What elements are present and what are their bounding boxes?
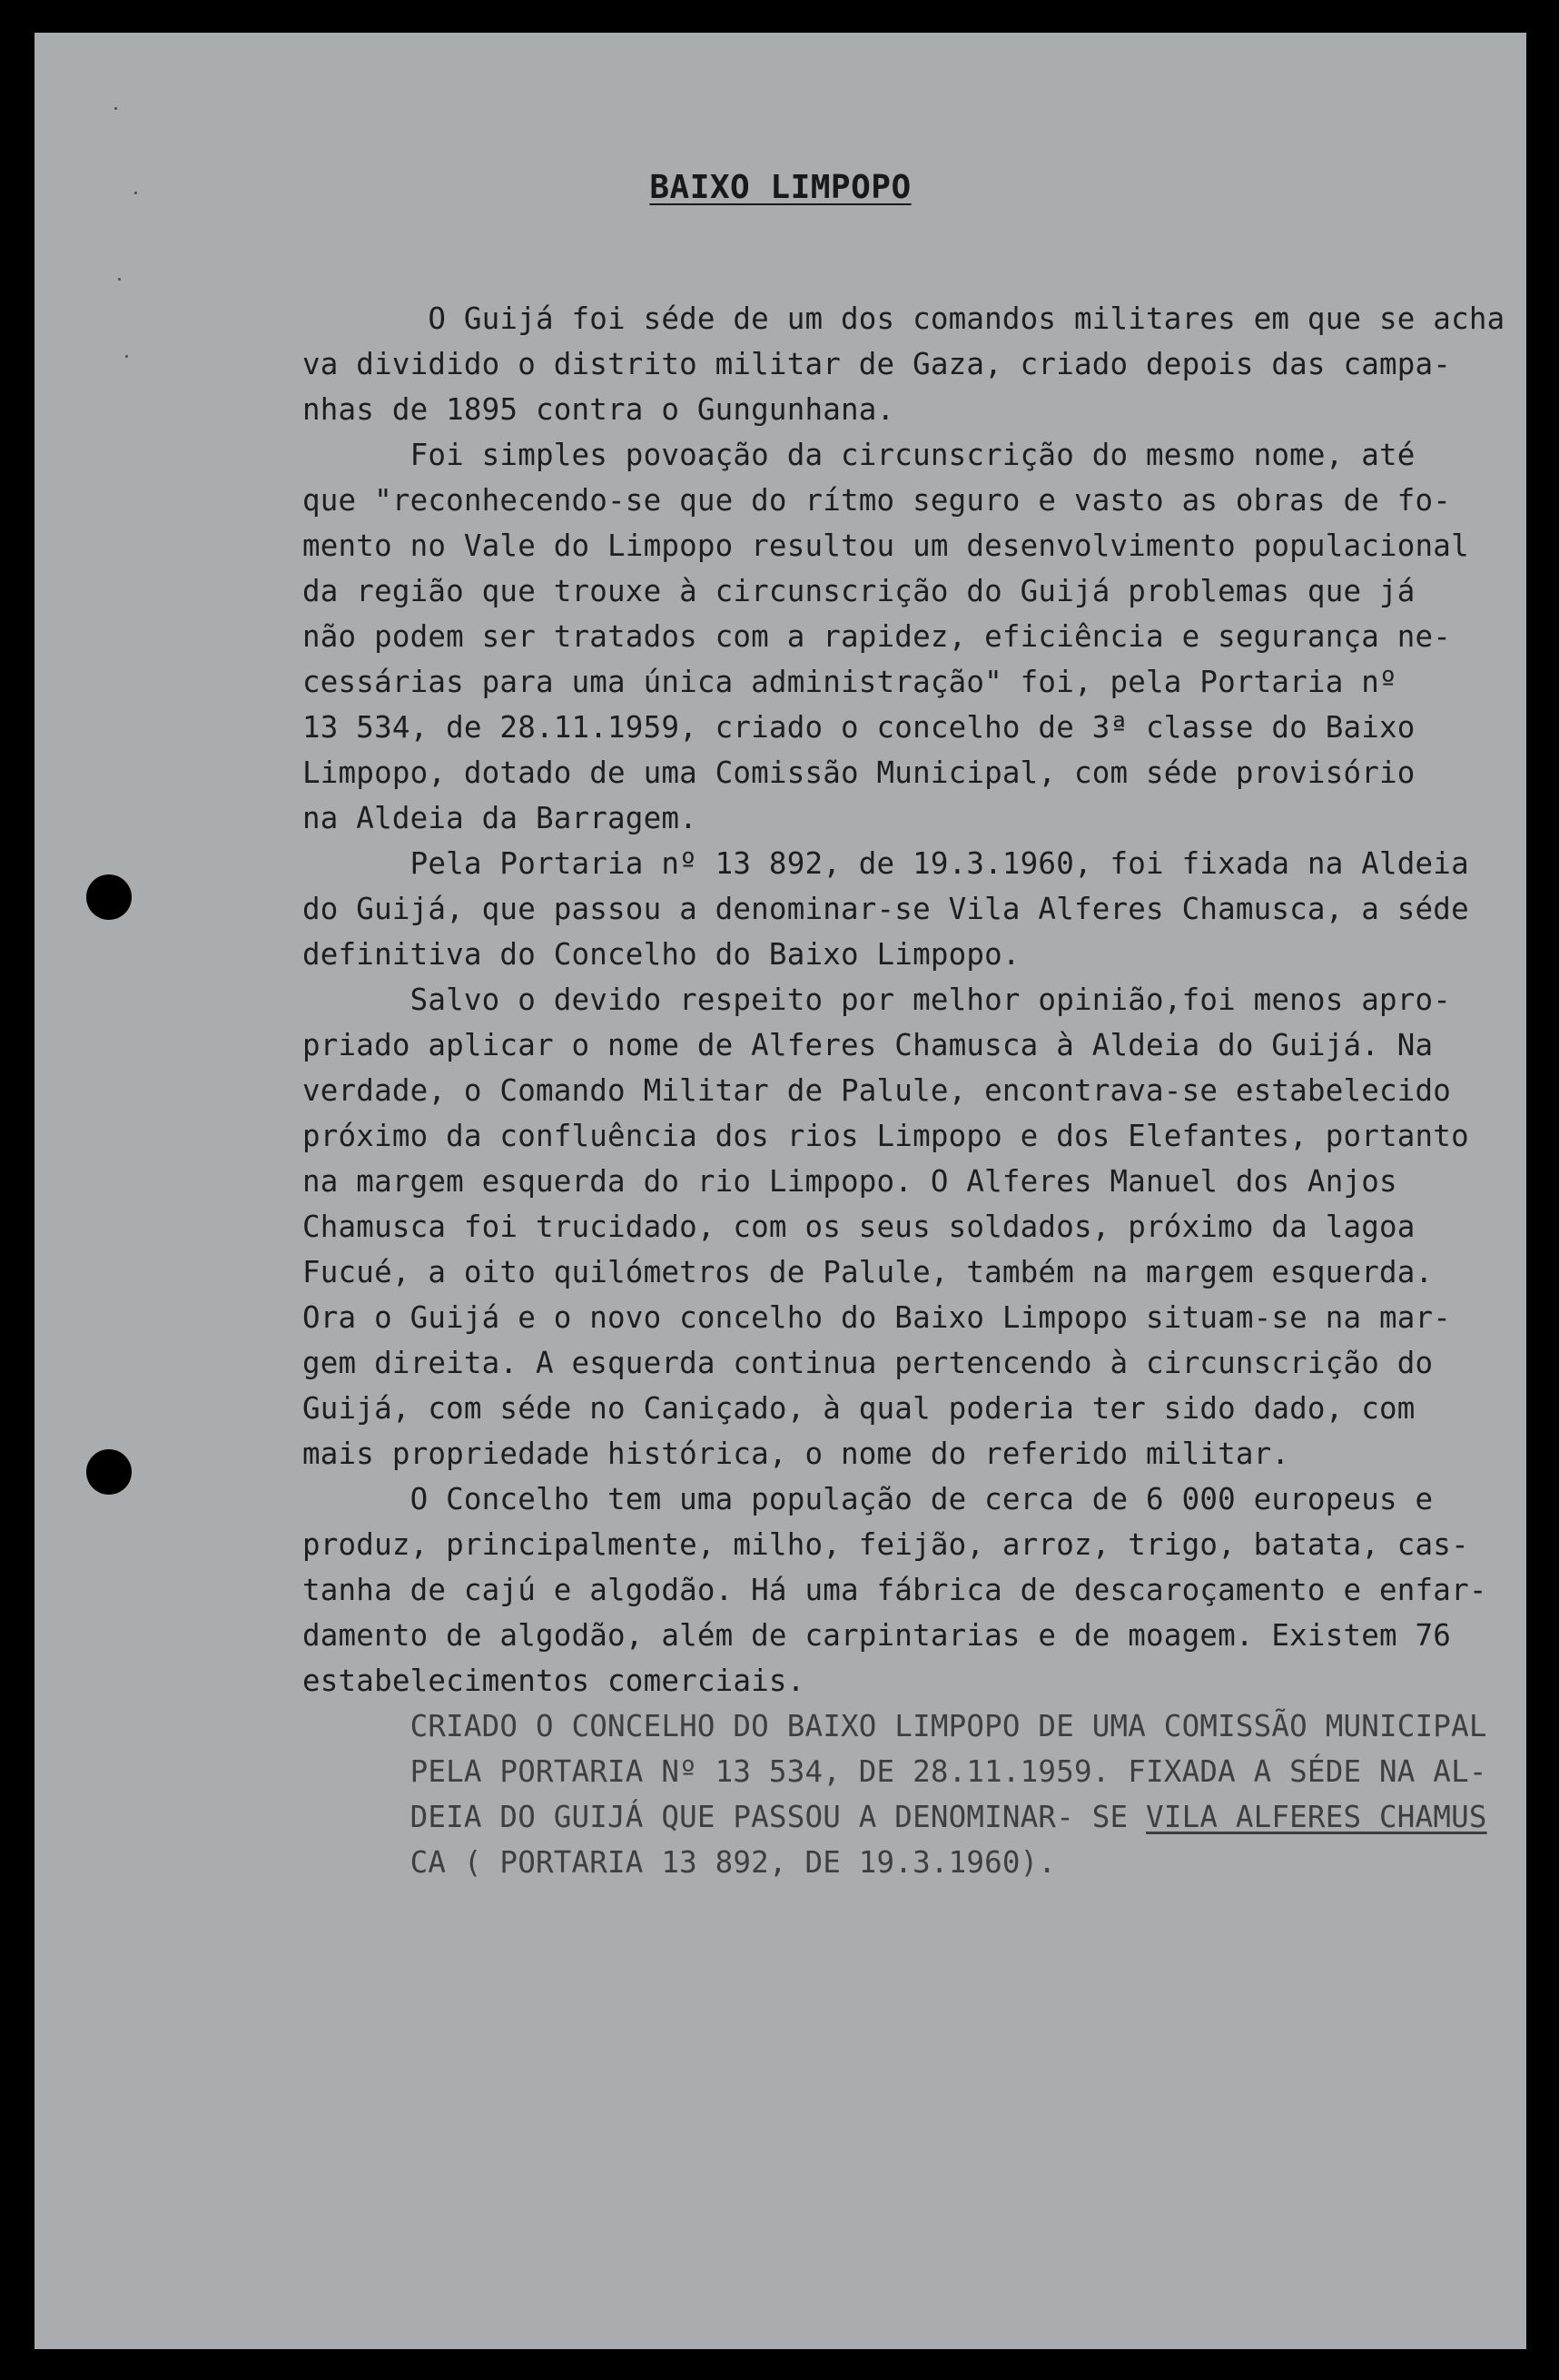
text-line: damento de algodão, além de carpintarias e de moagem. Existem 76 [302, 1618, 1452, 1653]
text-line: va dividido o distrito militar de Gaza, criado depois das campa- [302, 347, 1452, 381]
text-line: 13 534, de 28.11.1959, criado o concelho de 3ª classe do Baixo [302, 710, 1416, 745]
text-line: não podem ser tratados com a rapidez, eficiência e segurança ne- [302, 619, 1452, 654]
text-line: da região que trouxe à circunscrição do Guijá problemas que já [302, 574, 1416, 608]
paragraph-origin [302, 296, 1510, 841]
text-line: verdade, o Comando Militar de Palule, encontrava-se estabelecido [302, 1073, 1452, 1108]
text-line: definitiva do Concelho do Baixo Limpopo. [302, 937, 1021, 972]
text-line: estabelecimentos comerciais. [302, 1664, 805, 1698]
note-line: CA ( PORTARIA 13 892, DE 19.3.1960). [302, 1845, 1057, 1880]
text-line: Chamusca foi trucidado, com os seus soldados, próximo da lagoa [302, 1210, 1416, 1244]
paragraph-seat [302, 841, 1510, 977]
text-line: do Guijá, que passou a denominar-se Vila Alferes Chamusca, a séde [302, 892, 1469, 926]
text-line: mais propriedade histórica, o nome do referido militar. [302, 1437, 1290, 1471]
text-line: mento no Vale do Limpopo resultou um desenvolvimento populacional [302, 528, 1469, 563]
text-line: Foi simples povoação da circunscrição do mesmo nome, até [302, 438, 1416, 472]
note-line: PELA PORTARIA Nº 13 534, DE 28.11.1959. FIXADA A SÉDE NA AL- [302, 1754, 1487, 1789]
note-line [302, 1794, 1510, 1840]
text-line: Salvo o devido respeito por melhor opinião,foi menos apro- [302, 983, 1452, 1017]
paragraph-economy [302, 1476, 1510, 1704]
text-line: gem direita. A esquerda continua pertencendo à circunscrição do [302, 1346, 1434, 1380]
text-line: tanha de cajú e algodão. Há uma fábrica de descaroçamento e enfar- [302, 1573, 1487, 1607]
text-line: na margem esquerda do rio Limpopo. O Alferes Manuel dos Anjos [302, 1164, 1397, 1199]
text-line: Pela Portaria nº 13 892, de 19.3.1960, foi fixada na Aldeia [302, 846, 1469, 881]
text-line: O Concelho tem uma população de cerca de 6 000 europeus e [302, 1482, 1434, 1516]
punch-hole [86, 1449, 132, 1495]
text-line: Limpopo, dotado de uma Comissão Municipal, com séde provisório [302, 755, 1416, 790]
paragraph-opinion [302, 977, 1510, 1476]
underlined-town-name: VILA ALFERES CHAMUS [1146, 1800, 1487, 1834]
paper-speck [125, 355, 128, 358]
text-line: nhas de 1895 contra o Gungunhana. [302, 392, 895, 427]
text-line: Ora o Guijá e o novo concelho do Baixo Limpopo situam-se na mar- [302, 1300, 1452, 1335]
punch-hole [86, 874, 132, 920]
text-line: Guijá, com séde no Caniçado, à qual poderia ter sido dado, com [302, 1391, 1416, 1426]
text-line: que "reconhecendo-se que do rítmo seguro e vasto as obras de fo- [302, 483, 1452, 518]
text-line: priado aplicar o nome de Alferes Chamusca à Aldeia do Guijá. Na [302, 1028, 1434, 1062]
text-line: produz, principalmente, milho, feijão, arroz, trigo, batata, cas- [302, 1527, 1469, 1562]
note-line: CRIADO O CONCELHO DO BAIXO LIMPOPO DE UMA COMISSÃO MUNICIPAL [302, 1709, 1487, 1743]
text-line: cessárias para uma única administração" foi, pela Portaria nº [302, 665, 1397, 699]
text-line: próximo da confluência dos rios Limpopo e dos Elefantes, portanto [302, 1119, 1469, 1153]
text-line: O Guijá foi séde de um dos comandos militares em que se acha [302, 301, 1505, 336]
note-line-text: DEIA DO GUIJÁ QUE PASSOU A DENOMINAR- SE [302, 1800, 1147, 1834]
text-line: na Aldeia da Barragem. [302, 801, 697, 835]
paper-speck [118, 278, 121, 281]
document-page [35, 33, 1526, 2349]
paper-speck [114, 107, 117, 110]
document-title: BAIXO LIMPOPO [649, 169, 912, 206]
text-line: Fucué, a oito quilómetros de Palule, também na margem esquerda. [302, 1255, 1434, 1289]
summary-note [302, 1704, 1510, 1885]
